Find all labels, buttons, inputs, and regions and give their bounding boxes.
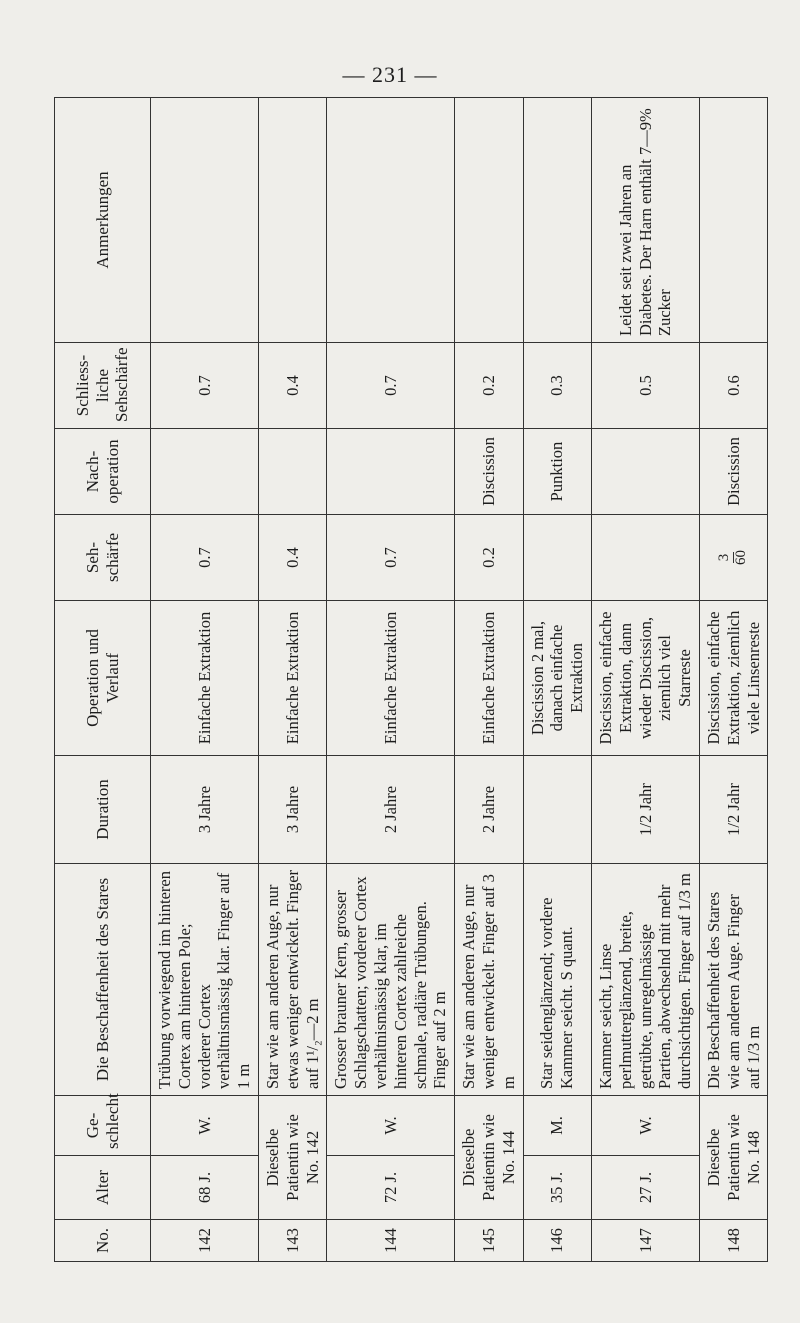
table-row [327, 98, 455, 1262]
cell-final: 0.7 [327, 343, 455, 429]
acuity-denominator: 60 [733, 550, 750, 565]
header-sex: Ge-schlecht [55, 1096, 151, 1156]
header-operation: Operation und Verlauf [55, 601, 151, 756]
cell-no: 147 [591, 1220, 699, 1262]
cell-operation: Discission, einfache Extraktion, dann wieder Discission, ziemlich viel Starreste [591, 601, 699, 756]
cell-duration: 3 Jahre [151, 756, 259, 864]
cataract-cases-table [54, 97, 768, 1262]
cell-age: Dieselbe Patientin wie No. 148 [699, 1096, 767, 1220]
table-row [523, 98, 591, 1262]
cell-condition: Star wie am anderen Auge, nur etwas weniger entwickelt. Finger auf 1¹/₂—2 m [258, 864, 326, 1096]
acuity-fraction [717, 550, 750, 565]
cell-final: 0.4 [258, 343, 326, 429]
cell-final: 0.5 [591, 343, 699, 429]
cell-notes [327, 98, 455, 343]
cell-final: 0.7 [151, 343, 259, 429]
table-row [699, 98, 767, 1262]
acuity-numerator: 3 [716, 553, 733, 562]
cell-final: 0.6 [699, 343, 767, 429]
cell-acuity: 0.7 [327, 515, 455, 601]
cell-notes [258, 98, 326, 343]
table-row [258, 98, 326, 1262]
cell-notes [699, 98, 767, 343]
cell-post-op: Discission [699, 429, 767, 515]
cell-sex: M. [523, 1096, 591, 1156]
cell-condition: Star wie am anderen Auge, nur weniger entwickelt. Finger auf 3 m [455, 864, 523, 1096]
header-final-acuity: Schliess-liche Sehschärfe [55, 343, 151, 429]
cell-condition: Trübung vorwiegend im hinteren Cortex am hinteren Pole; vorderer Cortex verhältnismässig klar. Finger auf 1 m [151, 864, 259, 1096]
cell-condition: Grosser brauner Kern, grosser Schlagschatten; vorderer Cortex verhältnismässig klar, im hinteren Cortex zahlreiche schmale, radiäre Trübungen. Finger auf 2 m [327, 864, 455, 1096]
header-no: No. [55, 1220, 151, 1262]
cell-post-op [151, 429, 259, 515]
cell-no: 145 [455, 1220, 523, 1262]
cell-age: 72 J. [327, 1156, 455, 1220]
header-notes: Anmerkungen [55, 98, 151, 343]
cell-acuity: 0.2 [455, 515, 523, 601]
cell-post-op: Punktion [523, 429, 591, 515]
cell-operation: Einfache Extraktion [327, 601, 455, 756]
cell-age: Dieselbe Patientin wie No. 142 [258, 1096, 326, 1220]
cell-post-op: Discission [455, 429, 523, 515]
cell-condition: Die Beschaffenheit des Stares wie am anderen Auge. Finger auf 1/3 m [699, 864, 767, 1096]
table-row [455, 98, 523, 1262]
cell-no: 143 [258, 1220, 326, 1262]
cell-final: 0.2 [455, 343, 523, 429]
cell-post-op [591, 429, 699, 515]
cell-age: 27 J. [591, 1156, 699, 1220]
cell-duration: 2 Jahre [327, 756, 455, 864]
cell-notes [455, 98, 523, 343]
cell-notes: Leidet seit zwei Jahren an Diabetes. Der Harn enthält 7—9% Zucker [591, 98, 699, 343]
cell-sex: W. [151, 1096, 259, 1156]
table-row [591, 98, 699, 1262]
cell-notes [151, 98, 259, 343]
header-post-operation: Nach-operation [55, 429, 151, 515]
cell-no: 144 [327, 1220, 455, 1262]
header-duration: Duration [55, 756, 151, 864]
cell-age: Dieselbe Patientin wie No. 144 [455, 1096, 523, 1220]
header-row [55, 98, 151, 1262]
rotated-table-wrapper [54, 98, 763, 1262]
cell-sex: W. [591, 1096, 699, 1156]
cell-no: 148 [699, 1220, 767, 1262]
cell-duration: 1/2 Jahr [591, 756, 699, 864]
cell-operation: Einfache Extraktion [455, 601, 523, 756]
cell-condition: Star seidenglänzend; vordere Kammer seicht. S quant. [523, 864, 591, 1096]
cell-acuity: 0.7 [151, 515, 259, 601]
cell-age: 68 J. [151, 1156, 259, 1220]
cell-duration: 1/2 Jahr [699, 756, 767, 864]
cell-no: 146 [523, 1220, 591, 1262]
cell-operation: Einfache Extraktion [151, 601, 259, 756]
cell-post-op [327, 429, 455, 515]
page-number: — 231 — [342, 62, 438, 87]
cell-operation: Discission 2 mal, danach einfache Extraktion [523, 601, 591, 756]
cell-acuity: 0.4 [258, 515, 326, 601]
table-row [151, 98, 259, 1262]
cell-sex: W. [327, 1096, 455, 1156]
cell-post-op [258, 429, 326, 515]
header-condition: Die Beschaffenheit des Stares [55, 864, 151, 1096]
header-age: Alter [55, 1156, 151, 1220]
cell-acuity [591, 515, 699, 601]
header-visual-acuity: Seh-schärfe [55, 515, 151, 601]
cell-condition: Kammer seicht, Linse perlmutterglänzend, breite, getrübte, unregelmässige Partien, abwechselnd mit mehr durchsichtigen. Finger auf 1/3 m [591, 864, 699, 1096]
cell-acuity [523, 515, 591, 601]
cell-operation: Einfache Extraktion [258, 601, 326, 756]
cell-notes [523, 98, 591, 343]
cell-acuity [699, 515, 767, 601]
cell-duration [523, 756, 591, 864]
cell-final: 0.3 [523, 343, 591, 429]
cell-operation: Discission, einfache Extraktion, ziemlich viele Linsenreste [699, 601, 767, 756]
cell-age: 35 J. [523, 1156, 591, 1220]
cell-duration: 3 Jahre [258, 756, 326, 864]
cell-duration: 2 Jahre [455, 756, 523, 864]
cell-no: 142 [151, 1220, 259, 1262]
